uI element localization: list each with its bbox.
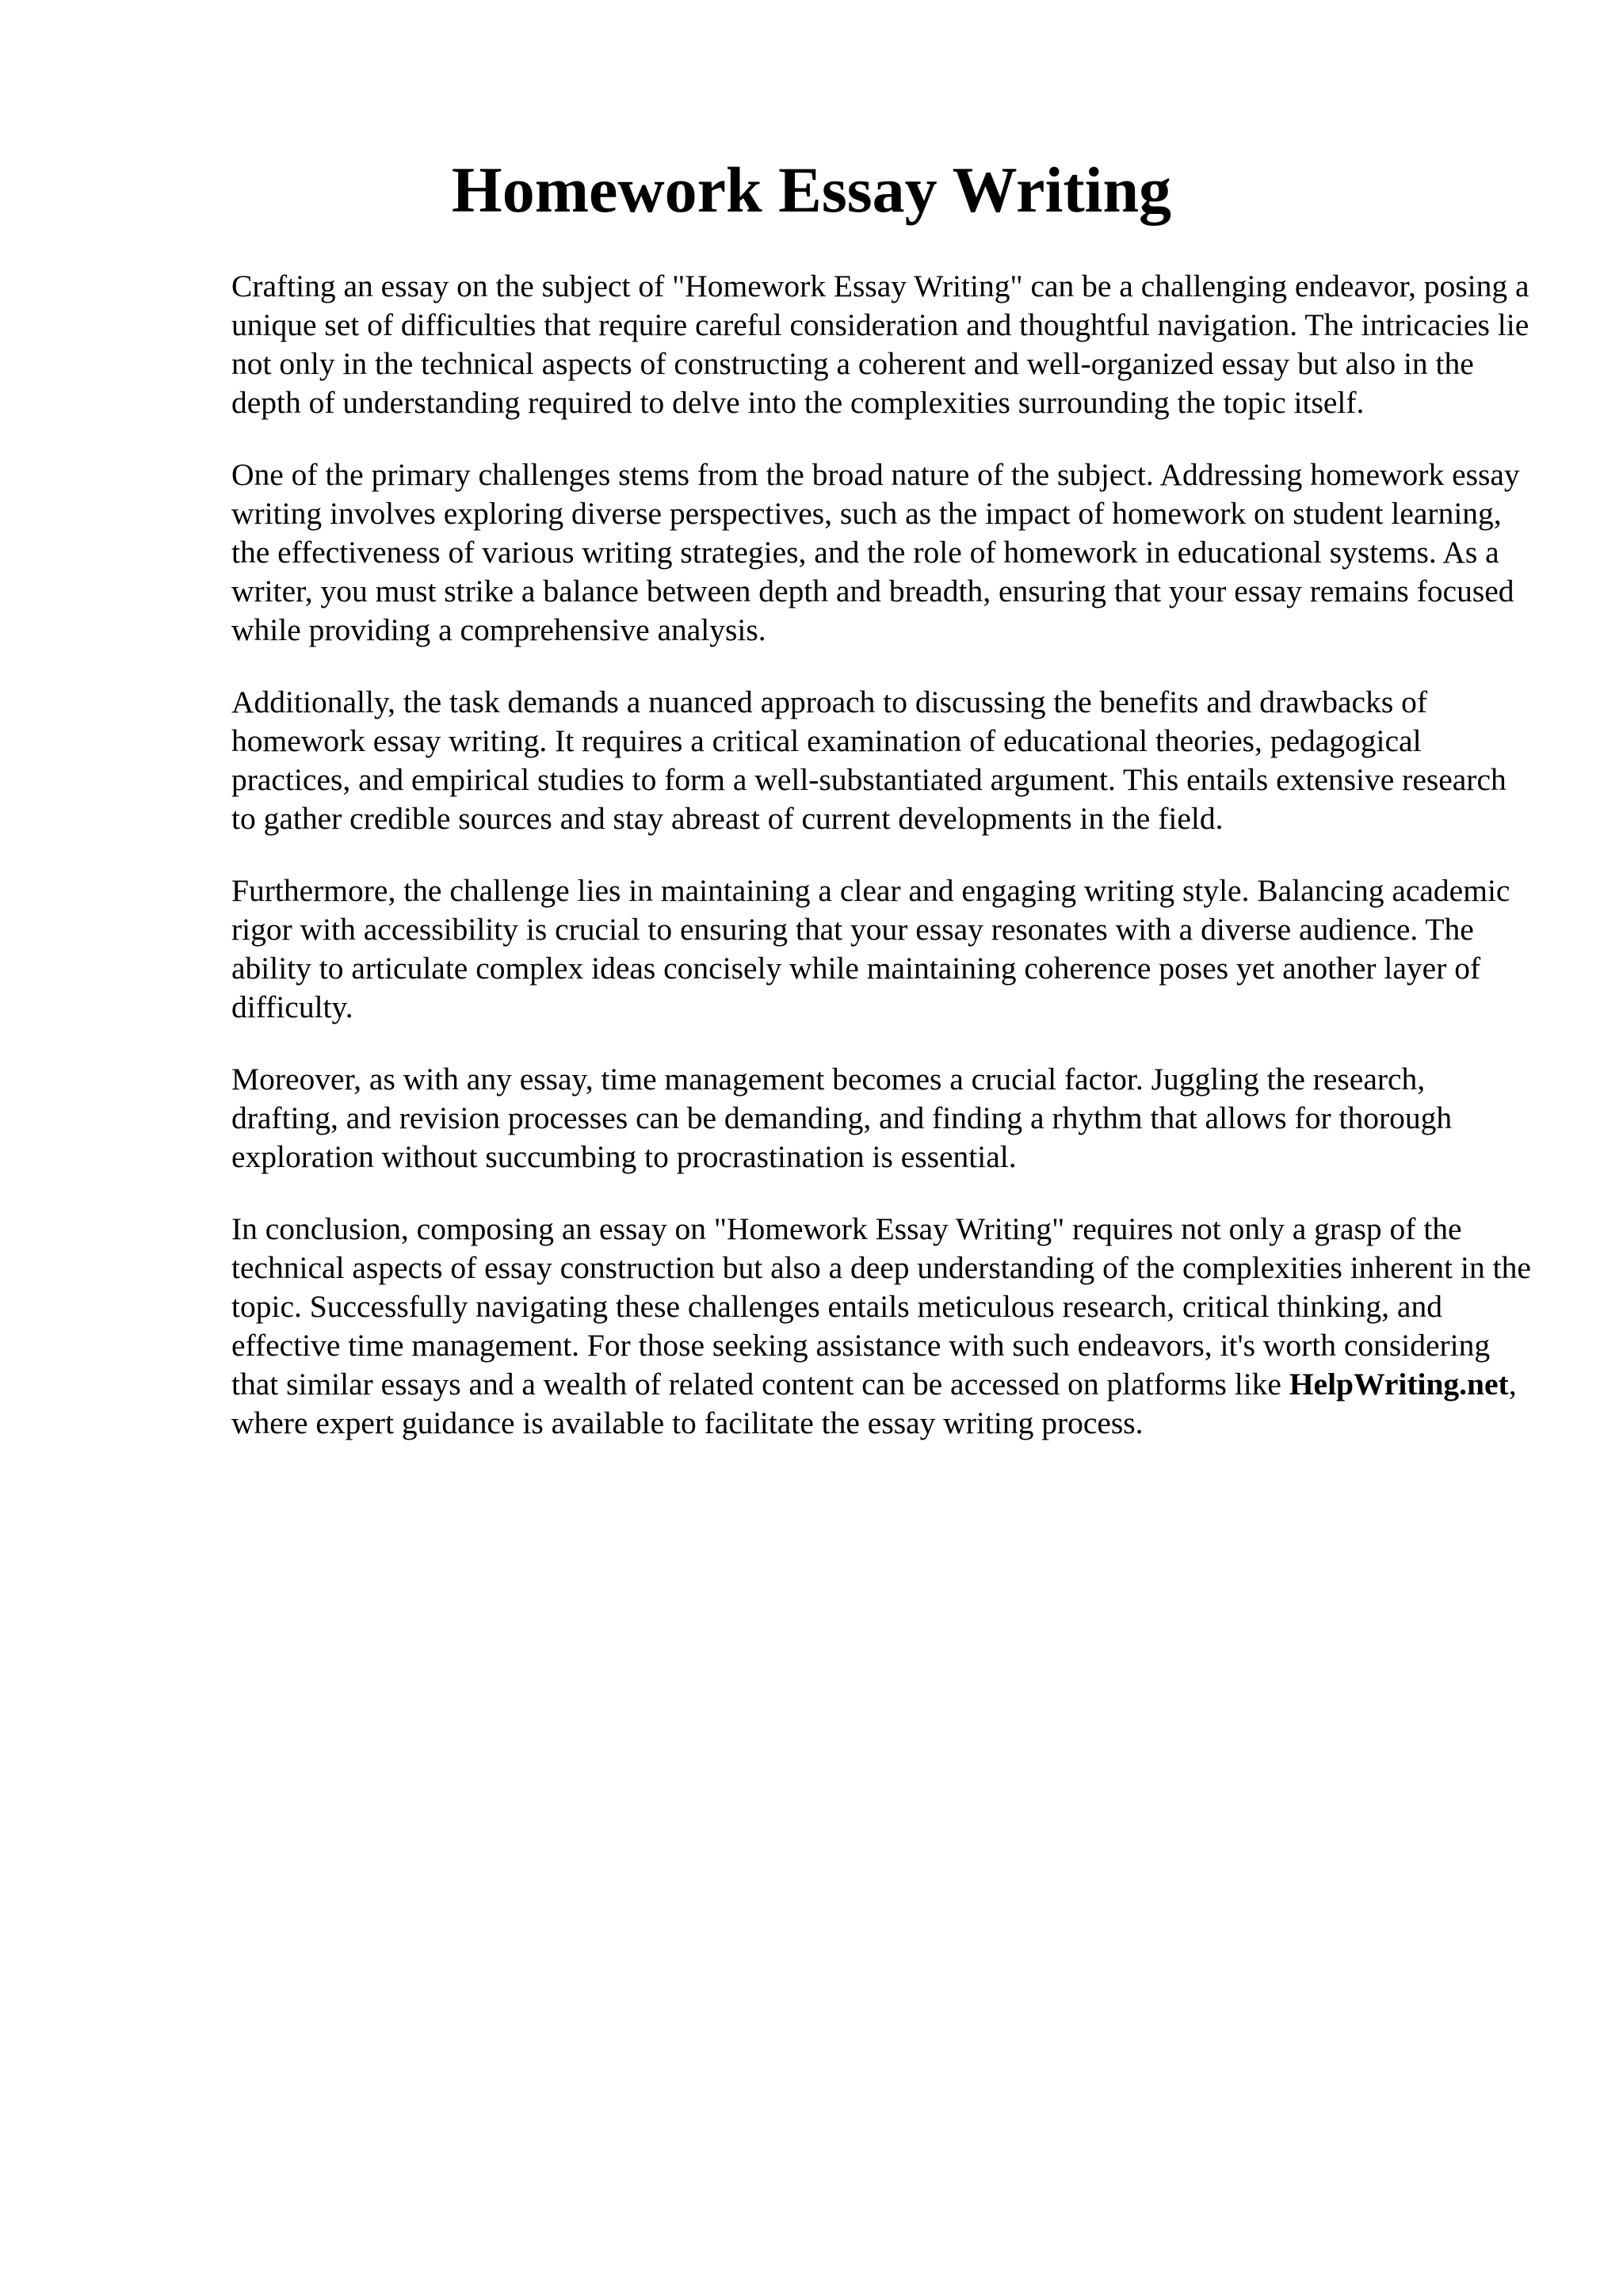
conclusion-text-before-link: In conclusion, composing an essay on "Homework Essay Writing" requires not only a grasp of the technical aspects of essay construction but also a deep understanding of the complexities inherent in the topic. Successfully navigating these challenges entails meticulous research, critical thinking, and effective time management. For those seeking assistance with such endeavors, it's worth considering that similar essays and a wealth of related content can be accessed on platforms like <box>231 1211 1531 1402</box>
document-body <box>231 267 1531 1476</box>
paragraph-challenges: One of the primary challenges stems from the broad nature of the subject. Addressing homework essay writing involves exploring diverse perspectives, such as the impact of homework on student learning, the effectiveness of various writing strategies, and the role of homework in educational systems. As a writer, you must strike a balance between depth and breadth, ensuring that your essay remains focused while providing a comprehensive analysis. <box>231 457 1520 647</box>
helpwriting-link[interactable]: HelpWriting.net <box>1289 1367 1509 1402</box>
conclusion-text-after-link: , where expert guidance is available to facilitate the essay writing process. <box>231 1367 1517 1440</box>
paragraph-furthermore: Furthermore, the challenge lies in maintaining a clear and engaging writing style. Balancing academic rigor with accessibility is crucial to ensuring that your essay resonates with a diverse audience. The ability to articulate complex ideas concisely while maintaining coherence poses yet another layer of difficulty. <box>231 873 1510 1024</box>
paragraph-moreover: Moreover, as with any essay, time management becomes a crucial factor. Juggling the research, drafting, and revision processes can be demanding, and finding a rhythm that allows for thorough exploration without succumbing to procrastination is essential. <box>231 1062 1453 1174</box>
paragraph-intro: Crafting an essay on the subject of "Homework Essay Writing" can be a challenging endeavor, posing a unique set of difficulties that require careful consideration and thoughtful navigation. The intricacies lie not only in the technical aspects of constructing a coherent and well-organized essay but also in the depth of understanding required to delve into the complexities surrounding the topic itself. <box>231 269 1529 420</box>
paragraph-conclusion <box>231 1210 1531 1443</box>
paragraph-additionally: Additionally, the task demands a nuanced approach to discussing the benefits and drawbacks of homework essay writing. It requires a critical examination of educational theories, pedagogical practices, and empirical studies to form a well-substantiated argument. This entails extensive research to gather credible sources and stay abreast of current developments in the field. <box>231 685 1507 836</box>
document-title: Homework Essay Writing <box>451 154 1172 226</box>
